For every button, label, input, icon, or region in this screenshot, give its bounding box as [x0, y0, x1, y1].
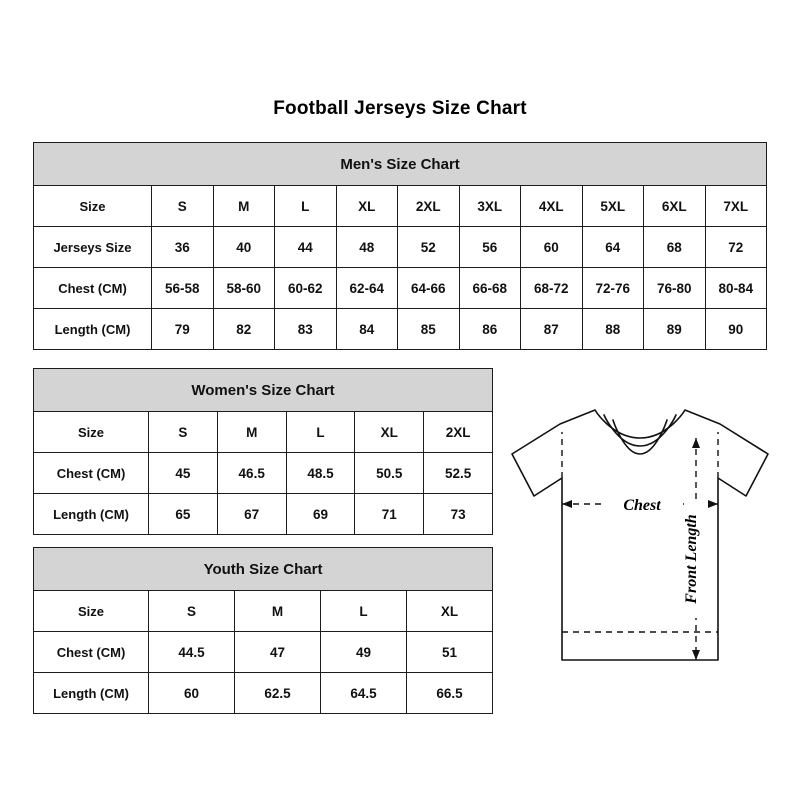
table-row: [34, 309, 767, 350]
youth-size-table: [33, 547, 493, 714]
table-cell: M: [217, 412, 286, 453]
table-cell: 72: [705, 227, 767, 268]
row-label: Chest (CM): [34, 268, 152, 309]
row-label: Size: [34, 412, 149, 453]
table-cell: 56-58: [152, 268, 214, 309]
table-cell: 52: [398, 227, 460, 268]
table-caption-row: [34, 143, 767, 186]
table-caption-row: [34, 548, 493, 591]
table-cell: 44.5: [149, 632, 235, 673]
table-cell: 2XL: [424, 412, 493, 453]
table-cell: 85: [398, 309, 460, 350]
table-cell: 4XL: [521, 186, 583, 227]
table-cell: 3XL: [459, 186, 521, 227]
table-cell: 68: [644, 227, 706, 268]
table-cell: 72-76: [582, 268, 644, 309]
row-label: Jerseys Size: [34, 227, 152, 268]
womens-table-caption: Women's Size Chart: [34, 369, 493, 412]
row-label: Length (CM): [34, 673, 149, 714]
table-cell: 60: [521, 227, 583, 268]
table-row: [34, 412, 493, 453]
table-cell: 71: [355, 494, 424, 535]
row-label: Length (CM): [34, 309, 152, 350]
table-caption-row: [34, 369, 493, 412]
table-cell: 49: [321, 632, 407, 673]
table-cell: 60: [149, 673, 235, 714]
table-cell: 65: [149, 494, 218, 535]
table-cell: 5XL: [582, 186, 644, 227]
table-row: [34, 632, 493, 673]
table-cell: 73: [424, 494, 493, 535]
table-cell: 46.5: [217, 453, 286, 494]
table-row: [34, 227, 767, 268]
table-cell: 90: [705, 309, 767, 350]
table-cell: 51: [407, 632, 493, 673]
table-row: [34, 186, 767, 227]
front-length-label: Front Length: [683, 514, 700, 604]
table-row: [34, 453, 493, 494]
table-cell: 45: [149, 453, 218, 494]
table-cell: 80-84: [705, 268, 767, 309]
table-cell: 83: [275, 309, 337, 350]
table-cell: XL: [355, 412, 424, 453]
table-cell: 48: [336, 227, 398, 268]
row-label: Length (CM): [34, 494, 149, 535]
table-cell: 50.5: [355, 453, 424, 494]
table-cell: 89: [644, 309, 706, 350]
row-label: Chest (CM): [34, 453, 149, 494]
table-cell: 66-68: [459, 268, 521, 309]
youth-table-caption: Youth Size Chart: [34, 548, 493, 591]
youth-size-chart-section: [33, 547, 492, 714]
table-cell: L: [321, 591, 407, 632]
table-cell: 7XL: [705, 186, 767, 227]
table-cell: 76-80: [644, 268, 706, 309]
table-cell: 2XL: [398, 186, 460, 227]
table-cell: XL: [407, 591, 493, 632]
table-cell: L: [275, 186, 337, 227]
chest-label: Chest: [623, 497, 661, 514]
womens-size-table: [33, 368, 493, 535]
mens-table-caption: Men's Size Chart: [34, 143, 767, 186]
row-label: Chest (CM): [34, 632, 149, 673]
mens-size-chart-section: [33, 142, 767, 350]
page-title: Football Jerseys Size Chart: [273, 98, 527, 119]
table-row: [34, 591, 493, 632]
mens-size-table: [33, 142, 767, 350]
table-cell: 62-64: [336, 268, 398, 309]
table-cell: 82: [213, 309, 275, 350]
table-cell: 56: [459, 227, 521, 268]
table-cell: 88: [582, 309, 644, 350]
table-cell: 68-72: [521, 268, 583, 309]
jersey-measurement-diagram: [500, 392, 780, 692]
table-cell: 48.5: [286, 453, 355, 494]
table-cell: 62.5: [235, 673, 321, 714]
table-row: [34, 673, 493, 714]
row-label: Size: [34, 591, 149, 632]
table-cell: 64.5: [321, 673, 407, 714]
table-cell: S: [149, 591, 235, 632]
table-row: [34, 268, 767, 309]
table-cell: 64: [582, 227, 644, 268]
table-cell: 36: [152, 227, 214, 268]
table-cell: 47: [235, 632, 321, 673]
table-cell: 66.5: [407, 673, 493, 714]
table-cell: 79: [152, 309, 214, 350]
table-cell: M: [235, 591, 321, 632]
womens-size-chart-section: [33, 368, 492, 535]
tshirt-outline-icon: [512, 410, 768, 660]
table-cell: 40: [213, 227, 275, 268]
table-cell: 86: [459, 309, 521, 350]
table-cell: S: [152, 186, 214, 227]
table-row: [34, 494, 493, 535]
table-cell: XL: [336, 186, 398, 227]
table-cell: 67: [217, 494, 286, 535]
table-cell: 64-66: [398, 268, 460, 309]
table-cell: 84: [336, 309, 398, 350]
table-cell: L: [286, 412, 355, 453]
table-cell: 69: [286, 494, 355, 535]
table-cell: 87: [521, 309, 583, 350]
table-cell: S: [149, 412, 218, 453]
table-cell: 6XL: [644, 186, 706, 227]
table-cell: M: [213, 186, 275, 227]
table-cell: 60-62: [275, 268, 337, 309]
table-cell: 44: [275, 227, 337, 268]
table-cell: 52.5: [424, 453, 493, 494]
row-label: Size: [34, 186, 152, 227]
table-cell: 58-60: [213, 268, 275, 309]
